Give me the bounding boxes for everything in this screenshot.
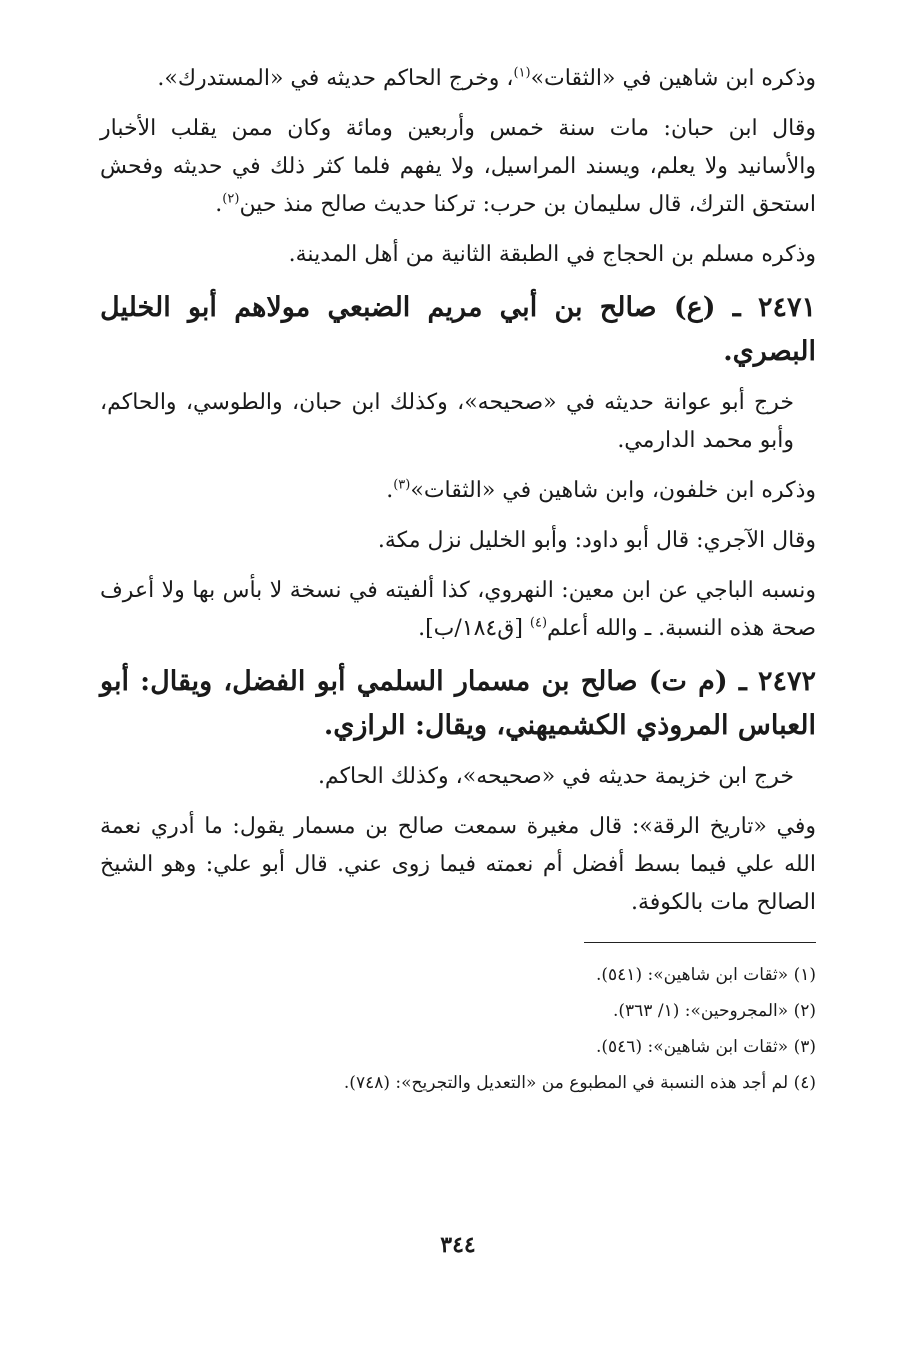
paragraph-ibn-shahin xyxy=(100,60,816,98)
footnote-3: (٣) «ثقات ابن شاهين»: (٥٤٦). xyxy=(595,1037,816,1057)
footnote-ref: (١) xyxy=(513,65,531,81)
paragraph-tail: ، وخرج الحاكم حديثه في «المستدرك». xyxy=(157,66,514,91)
paragraph-text: وذكره مسلم بن الحجاج في الطبقة الثانية من أهل المدينة. xyxy=(288,242,816,267)
paragraph-text: ونسبه الباجي عن ابن معين: النهروي، كذا ألفيته في نسخة لا بأس بها ولا أعرف صحة هذه النسبة. ـ والله أعلم xyxy=(100,578,816,641)
paragraph-tail: . xyxy=(386,478,394,503)
footnotes xyxy=(100,957,816,1101)
entry-2471-paragraph-4 xyxy=(100,572,816,648)
footnote-2: (٢) «المجروحين»: (١/ ٣٦٣). xyxy=(613,1001,816,1021)
paragraph-text: وذكره ابن شاهين في «الثقات» xyxy=(530,66,816,91)
page-number: ٣٤٤ xyxy=(440,1232,476,1258)
entry-2471-paragraph-2 xyxy=(100,472,816,510)
entry-2471-paragraph-3: وقال الآجري: قال أبو داود: وأبو الخليل نزل مكة. xyxy=(377,528,816,553)
footnote-ref: (٢) xyxy=(222,191,240,207)
entry-2471-paragraph-1: خرج أبو عوانة حديثه في «صحيحه»، وكذلك ابن حبان، والطوسي، والحاكم، وأبو محمد الدارمي. xyxy=(100,390,794,453)
footnote-divider xyxy=(584,942,816,943)
paragraph-text: وذكره ابن خلفون، وابن شاهين في «الثقات» xyxy=(410,478,816,503)
footnote-4: (٤) لم أجد هذه النسبة في المطبوع من «التعديل والتجريح»: (٧٤٨). xyxy=(343,1073,816,1093)
paragraph-tail: . xyxy=(215,192,223,217)
entry-2472-paragraph-2: وفي «تاريخ الرقة»: قال مغيرة سمعت صالح بن مسمار يقول: ما أدري نعمة الله علي فيما بسط أفضل أم نعمته فيما زوى عني. قال أبو علي: وهو الشيخ الصالح مات بالكوفة. xyxy=(100,814,816,915)
footnote-1: (١) «ثقات ابن شاهين»: (٥٤١). xyxy=(595,965,816,985)
paragraph-text: وقال ابن حبان: مات سنة خمس وأربعين ومائة وكان ممن يقلب الأخبار والأسانيد ولا يعلم، ويسند المراسيل، ولا يفهم فلما كثر ذلك في حديثه وفحش استحق الترك، قال سليمان بن حرب: تركنا حديث صالح منذ حين xyxy=(100,116,816,217)
footnote-ref: (٣) xyxy=(393,477,411,493)
footnote-ref: (٤) xyxy=(529,615,548,631)
entry-2472-paragraph-1: خرج ابن خزيمة حديثه في «صحيحه»، وكذلك الحاكم. xyxy=(317,764,794,789)
entry-heading-2472: ٢٤٧٢ ـ (م ت) صالح بن مسمار السلمي أبو الفضل، ويقال: أبو العباس المروذي الكشميهني، ويقال: الرازي. xyxy=(100,666,816,741)
paragraph-ibn-hibban xyxy=(100,110,816,224)
paragraph-tail: [ق١٨٤/ب]. xyxy=(418,616,530,641)
page-body xyxy=(100,60,816,1101)
paragraph-muslim xyxy=(100,236,816,274)
entry-heading-2471: ٢٤٧١ ـ (ع) صالح بن أبي مريم الضبعي مولاهم أبو الخليل البصري. xyxy=(100,292,816,367)
